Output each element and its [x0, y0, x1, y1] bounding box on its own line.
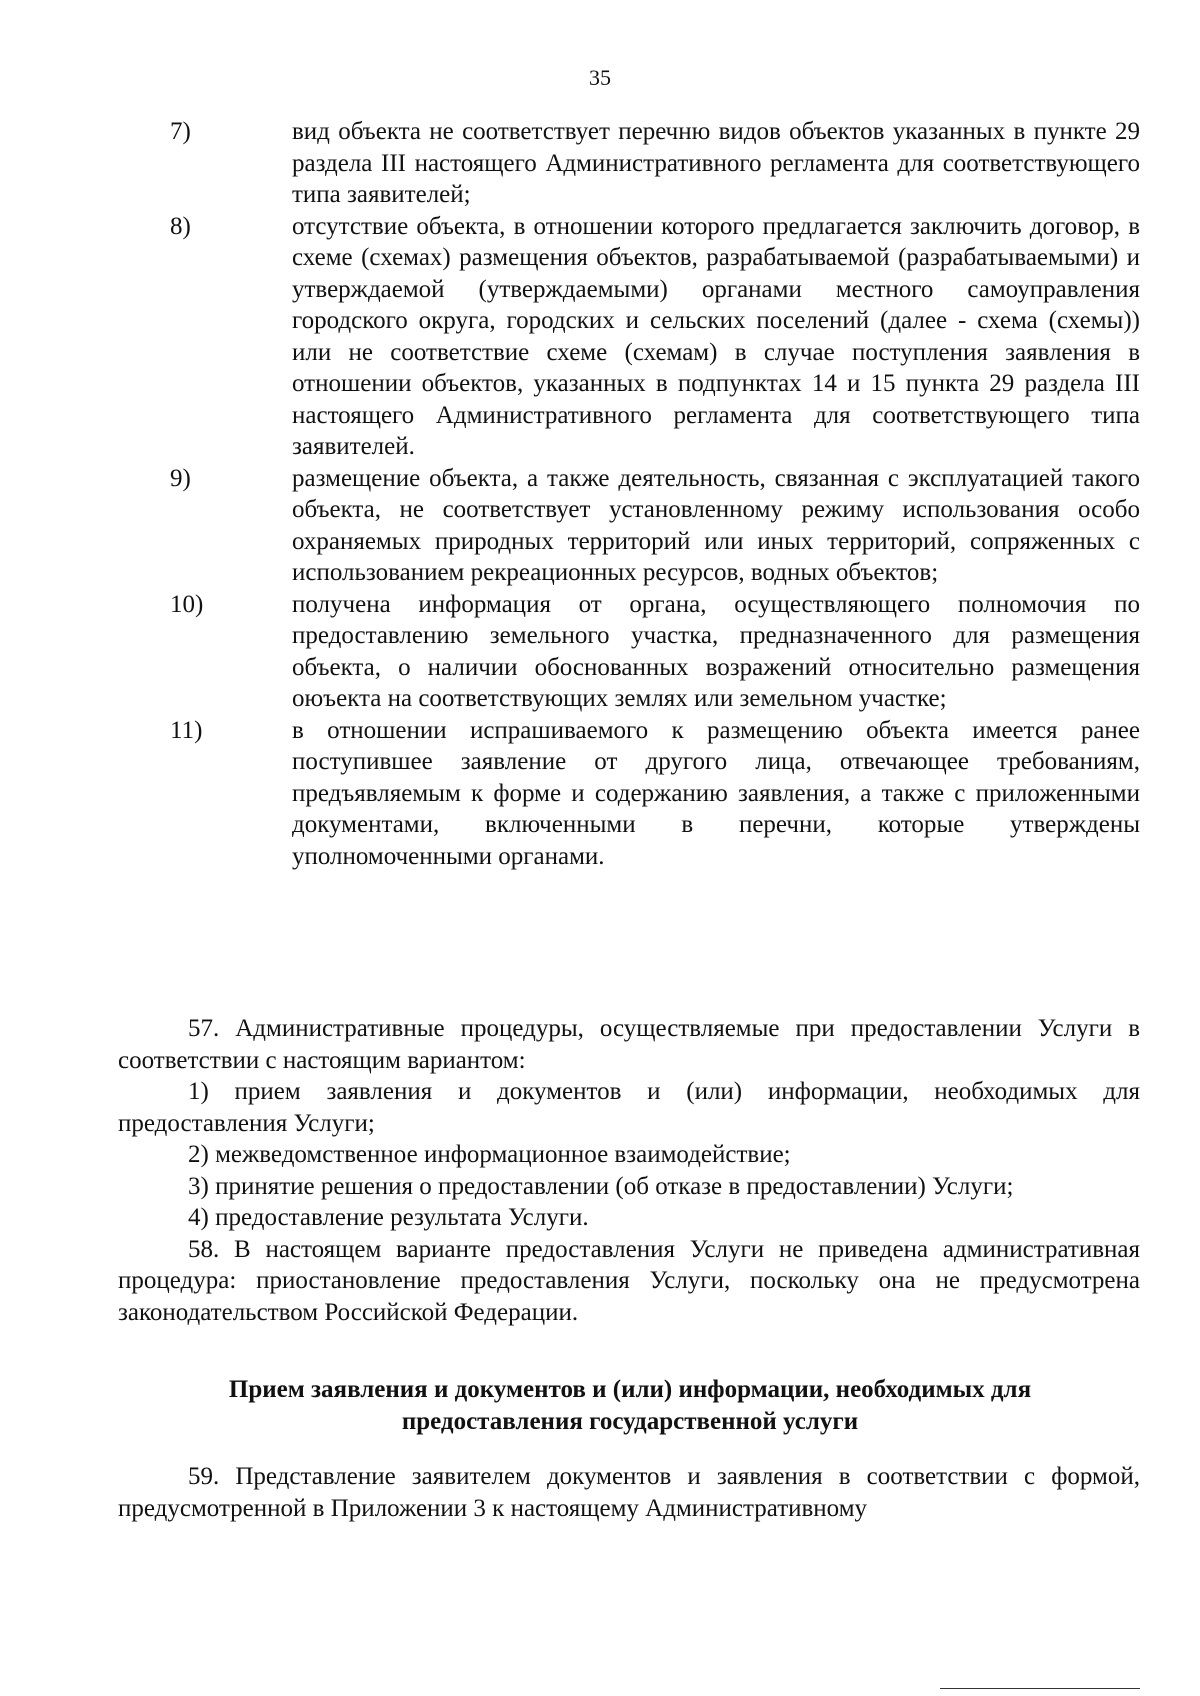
- footer-rule: [940, 1688, 1140, 1689]
- paragraph-57: 57. Административные процедуры, осуществляемые при предоставлении Услуги в соответствии с настоящим вариантом:: [118, 1015, 1140, 1074]
- paragraph-59: 59. Представление заявителем документов и заявления в соответствии с формой, предусмотренной в Приложении 3 к настоящему Административному: [118, 1463, 1140, 1522]
- list-item-text: отсутствие объекта, в отношении которого предлагается заключить договор, в схеме (схемах) размещения объектов, разрабатываемой (разрабатываемыми) и утверждаемой (утверждаемыми) органами местного самоуправления городского округа, городских и сельских поселений (далее - схема (схемы)) или не соответствие схеме (схемам) в случае поступления заявления в отношении объектов, указанных в подпунктах 14 и 15 пункта 29 раздела III настоящего Административного регламента для соответствующего типа заявителей.: [292, 212, 1140, 460]
- list-item-number: 7): [170, 118, 191, 145]
- list-item: [170, 463, 1140, 589]
- list-item-text: размещение объекта, а также деятельность, связанная с эксплуатацией такого объекта, не соответствует установленному режиму использования особо охраняемых природных территорий или иных территорий, сопряженных с использованием рекреационных ресурсов, водных объектов;: [292, 464, 1140, 586]
- list-item: [170, 715, 1140, 873]
- list-item: [170, 116, 1140, 211]
- section-heading-line-1: Прием заявления и документов и (или) информации, необходимых для: [228, 1376, 1032, 1403]
- procedure-item: 2) межведомственное информационное взаимодействие;: [188, 1141, 791, 1168]
- list-item-text: получена информация от органа, осуществляющего полномочия по предоставлению земельного участка, предназначенного для размещения объекта, о наличии обоснованных возражений относительно размещения оюъекта на соответствующих землях или земельном участке;: [292, 590, 1140, 712]
- procedure-item: 4) предоставление результата Услуги.: [188, 1204, 589, 1231]
- page-number: 35: [589, 65, 611, 90]
- list-item-number: 9): [170, 464, 191, 492]
- section-heading: [150, 1374, 1110, 1438]
- list-item: [170, 211, 1140, 463]
- procedures-section: [118, 1013, 1140, 1328]
- list-item: [170, 589, 1140, 715]
- section-heading-line-2: предоставления государственной услуги: [401, 1408, 859, 1435]
- list-item-text: вид объекта не соответствует перечню видов объектов указанных в пункте 29 раздела III настоящего Административного регламента для соответствующего типа заявителей;: [292, 118, 1140, 208]
- procedure-item: 3) принятие решения о предоставлении (об отказе в предоставлении) Услуги;: [188, 1172, 1014, 1200]
- list-item-number: 8): [170, 212, 191, 240]
- list-item-number: 11): [170, 716, 203, 744]
- refusal-grounds-list: [170, 116, 1140, 872]
- paragraph-58: 58. В настоящем варианте предоставления Услуги не приведена административная процедура: приостановление предоставления Услуги, поскольку она не предусмотрена законодательством Российской Федерации.: [118, 1235, 1140, 1326]
- list-item-number: 10): [170, 590, 204, 618]
- procedure-item: 1) прием заявления и документов и (или) информации, необходимых для предоставления Услуги;: [118, 1078, 1140, 1137]
- list-item-text: в отношении испрашиваемого к размещению объекта имеется ранее поступившее заявление от другого лица, отвечающее требованиям, предъявляемым к форме и содержанию заявления, а также с приложенными документами, включенными в перечни, которые утверждены уполномоченными органами.: [292, 716, 1140, 870]
- application-section: [118, 1461, 1140, 1525]
